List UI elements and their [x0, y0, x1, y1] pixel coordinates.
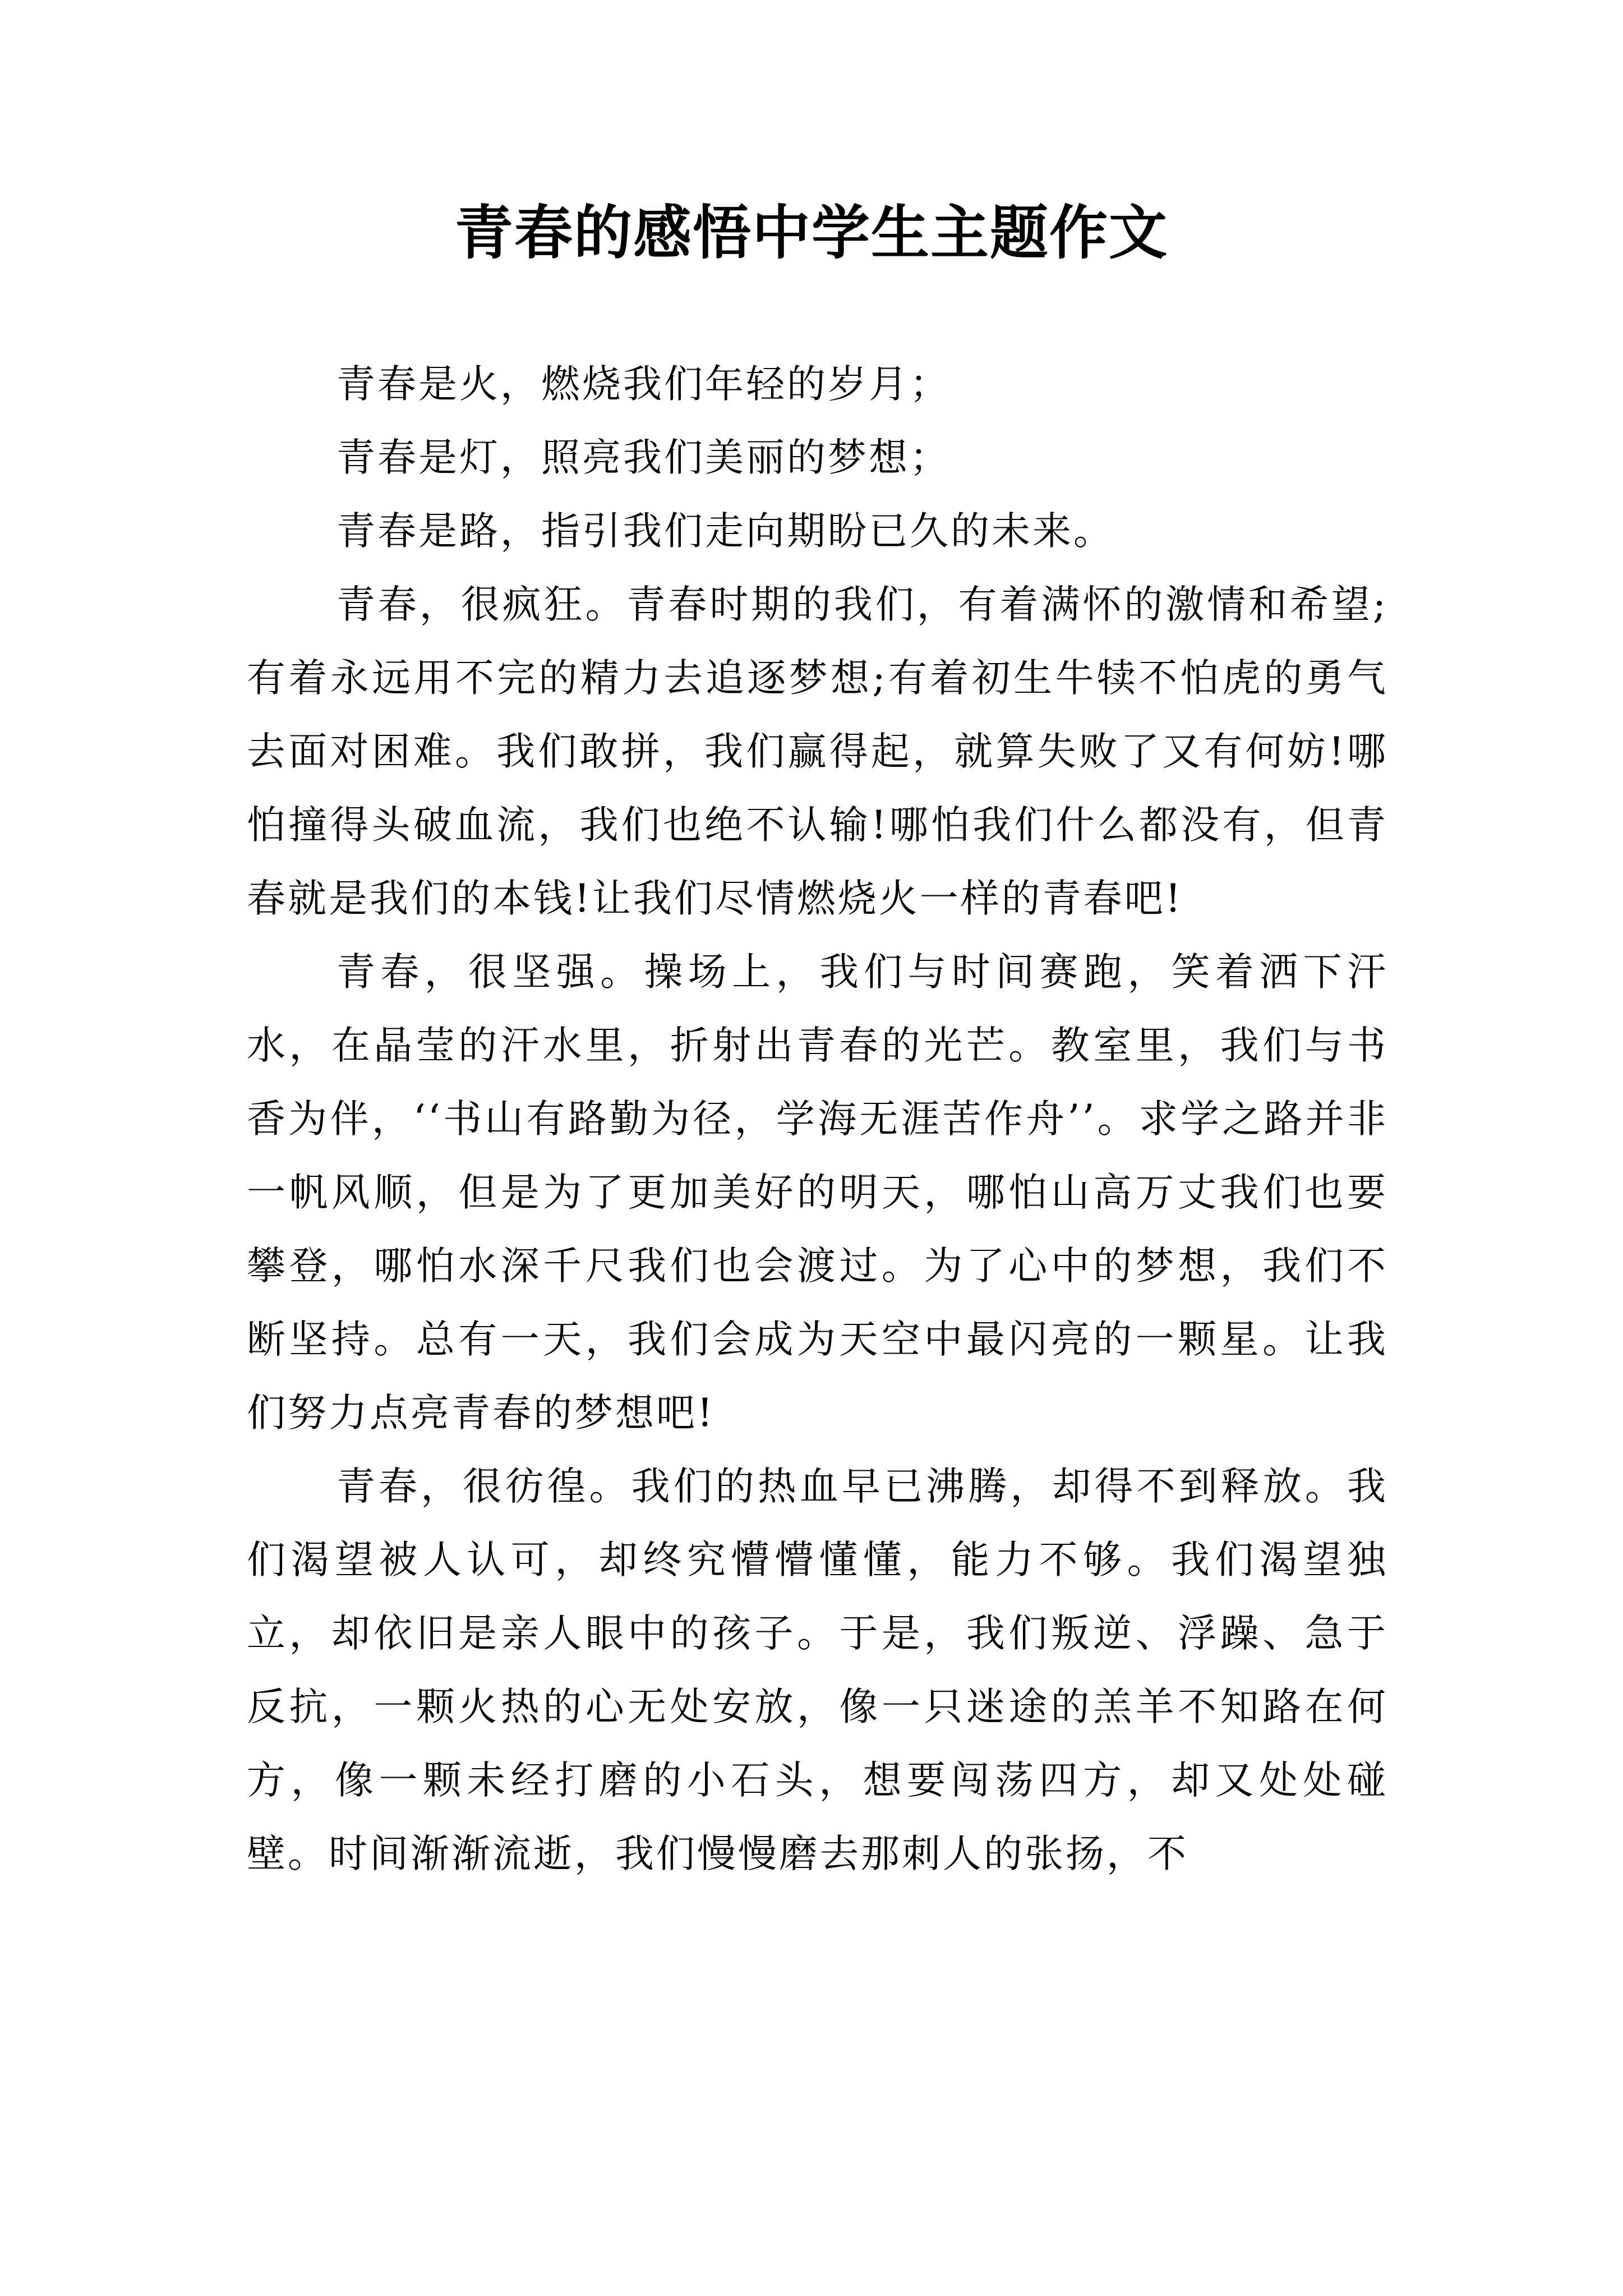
- paragraph: 青春是路，指引我们走向期盼已久的未来。: [336, 509, 1114, 554]
- paragraph: 青春，很彷徨。我们的热血早已沸腾，却得不到释放。我们渴望被人认可，却终究懵懵懂懂，能力不够。我们渴望独立，却依旧是亲人眼中的孩子。于是，我们叛逆、浮躁、急于反抗，一颗火热的心无处安放，像一只迷途的羔羊不知路在何方，像一颗未经打磨的小石头，想要闯荡四方，却又处处碰壁。时间渐渐流逝，我们慢慢磨去那刺人的张扬，不: [247, 1464, 1388, 1876]
- paragraph: 青春是火，燃烧我们年轻的岁月；: [336, 362, 951, 407]
- paragraph: 青春，很疯狂。青春时期的我们，有着满怀的激情和希望;有着永远用不完的精力去追逐梦想;有着初生牛犊不怕虎的勇气去面对困难。我们敢拼，我们赢得起，就算失败了又有何妨!哪怕撞得头破血流，我们也绝不认输!哪怕我们什么都没有，但青春就是我们的本钱!让我们尽情燃烧火一样的青春吧!: [247, 582, 1388, 921]
- document-title: 青春的感悟中学生主题作文: [454, 198, 1168, 267]
- paragraph: 青春是灯，照亮我们美丽的梦想；: [336, 435, 951, 480]
- paragraph: 青春，很坚强。操场上，我们与时间赛跑，笑着洒下汗水，在晶莹的汗水里，折射出青春的光芒。教室里，我们与书香为伴，‘‘书山有路勤为径，学海无涯苦作舟’’。求学之路并非一帆风顺，但是为了更加美好的明天，哪怕山高万丈我们也要攀登，哪怕水深千尺我们也会渡过。为了心中的梦想，我们不断坚持。总有一天，我们会成为天空中最闪亮的一颗星。让我们努力点亮青春的梦想吧!: [247, 950, 1388, 1435]
- document-body: [247, 348, 1388, 1891]
